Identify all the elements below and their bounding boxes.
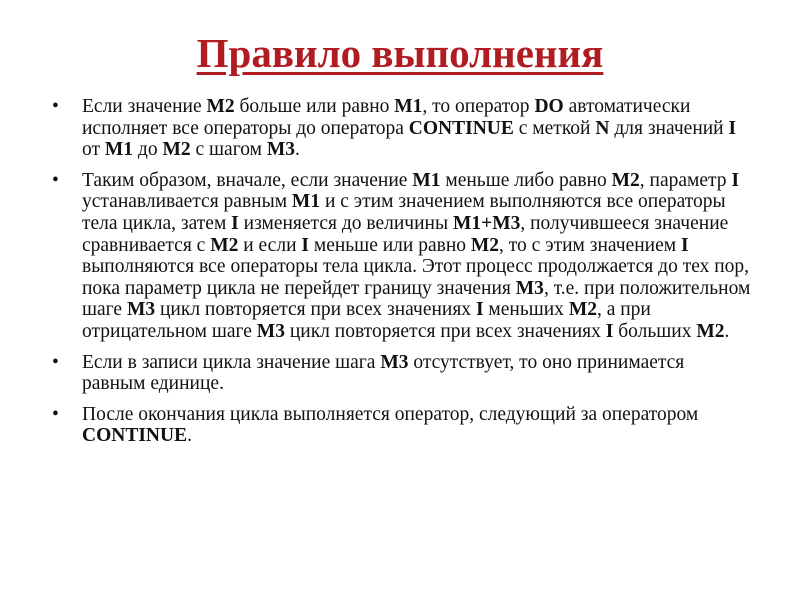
bold-term: M2: [696, 320, 725, 342]
bullet-marker: •: [52, 169, 59, 191]
bold-term: I: [231, 212, 239, 234]
bold-term: CONTINUE: [408, 117, 514, 139]
bullet-text: Если в записи цикла значение шага M3 отсутствует, то оно принимается равным единице.: [82, 351, 685, 395]
bold-term: M2: [206, 96, 235, 117]
bold-term: M1: [291, 191, 321, 213]
bold-term: N: [595, 117, 610, 139]
bold-term: M3: [126, 299, 156, 321]
bold-term: I: [605, 320, 614, 342]
bold-term: M1: [412, 169, 441, 191]
bullet-marker: •: [52, 403, 59, 425]
bold-term: M2: [568, 299, 597, 321]
bold-term: DO: [534, 96, 564, 117]
bold-term: I: [731, 169, 740, 191]
bullet-text: Если значение M2 больше или равно M1, то оператор DO автоматически исполняет все операторы до оператора CONTINUE с меткой N для значений I от M1 до M2 с шагом M3.: [82, 96, 737, 161]
bullet-item: [52, 352, 752, 395]
bold-term: I: [301, 234, 309, 256]
bold-term: M3: [266, 139, 295, 161]
bullet-marker: •: [52, 96, 59, 117]
bold-term: M2: [210, 234, 239, 256]
bold-term: I: [475, 299, 484, 321]
bullet-list: [52, 96, 752, 456]
bullet-text: Таким образом, вначале, если значение M1 меньше либо равно M2, параметр I устанавливается равным M1 и с этим значением выполняются все операторы тела цикла, затем I изменяется до величины M1+M3, получившееся значение сравнивается с M2 и если I меньше или равно M2, то с этим значением I выполняются все операторы тела цикла. Этот процесс продолжается до тех пор, пока параметр цикла не перейдет границу значения M3, т.е. при положительном шаге M3 цикл повторяется при всех значениях I меньших M2, а при отрицательном шаге M3 цикл повторяется при всех значениях I больших M2.: [82, 169, 751, 342]
bold-term: M3: [515, 277, 544, 299]
bold-term: M2: [611, 169, 640, 191]
bullet-text: После окончания цикла выполняется оператор, следующий за оператором CONTINUE.: [82, 403, 699, 447]
bold-term: I: [728, 117, 737, 139]
bold-term: I: [680, 234, 689, 256]
bold-term: M3: [380, 351, 409, 373]
bullet-item: [52, 404, 752, 447]
bold-term: M2: [470, 234, 500, 256]
bold-term: M1: [104, 139, 134, 161]
bullet-item: [52, 170, 752, 343]
bold-term: CONTINUE: [82, 425, 188, 447]
slide-title: Правило выполнения: [196, 30, 604, 76]
bullet-item: [52, 96, 752, 161]
bold-term: M3: [256, 320, 285, 342]
bold-term: M2: [162, 139, 191, 161]
bullet-marker: •: [52, 351, 59, 373]
bold-term: M1: [394, 96, 423, 117]
bold-term: M1+M3: [452, 212, 521, 234]
